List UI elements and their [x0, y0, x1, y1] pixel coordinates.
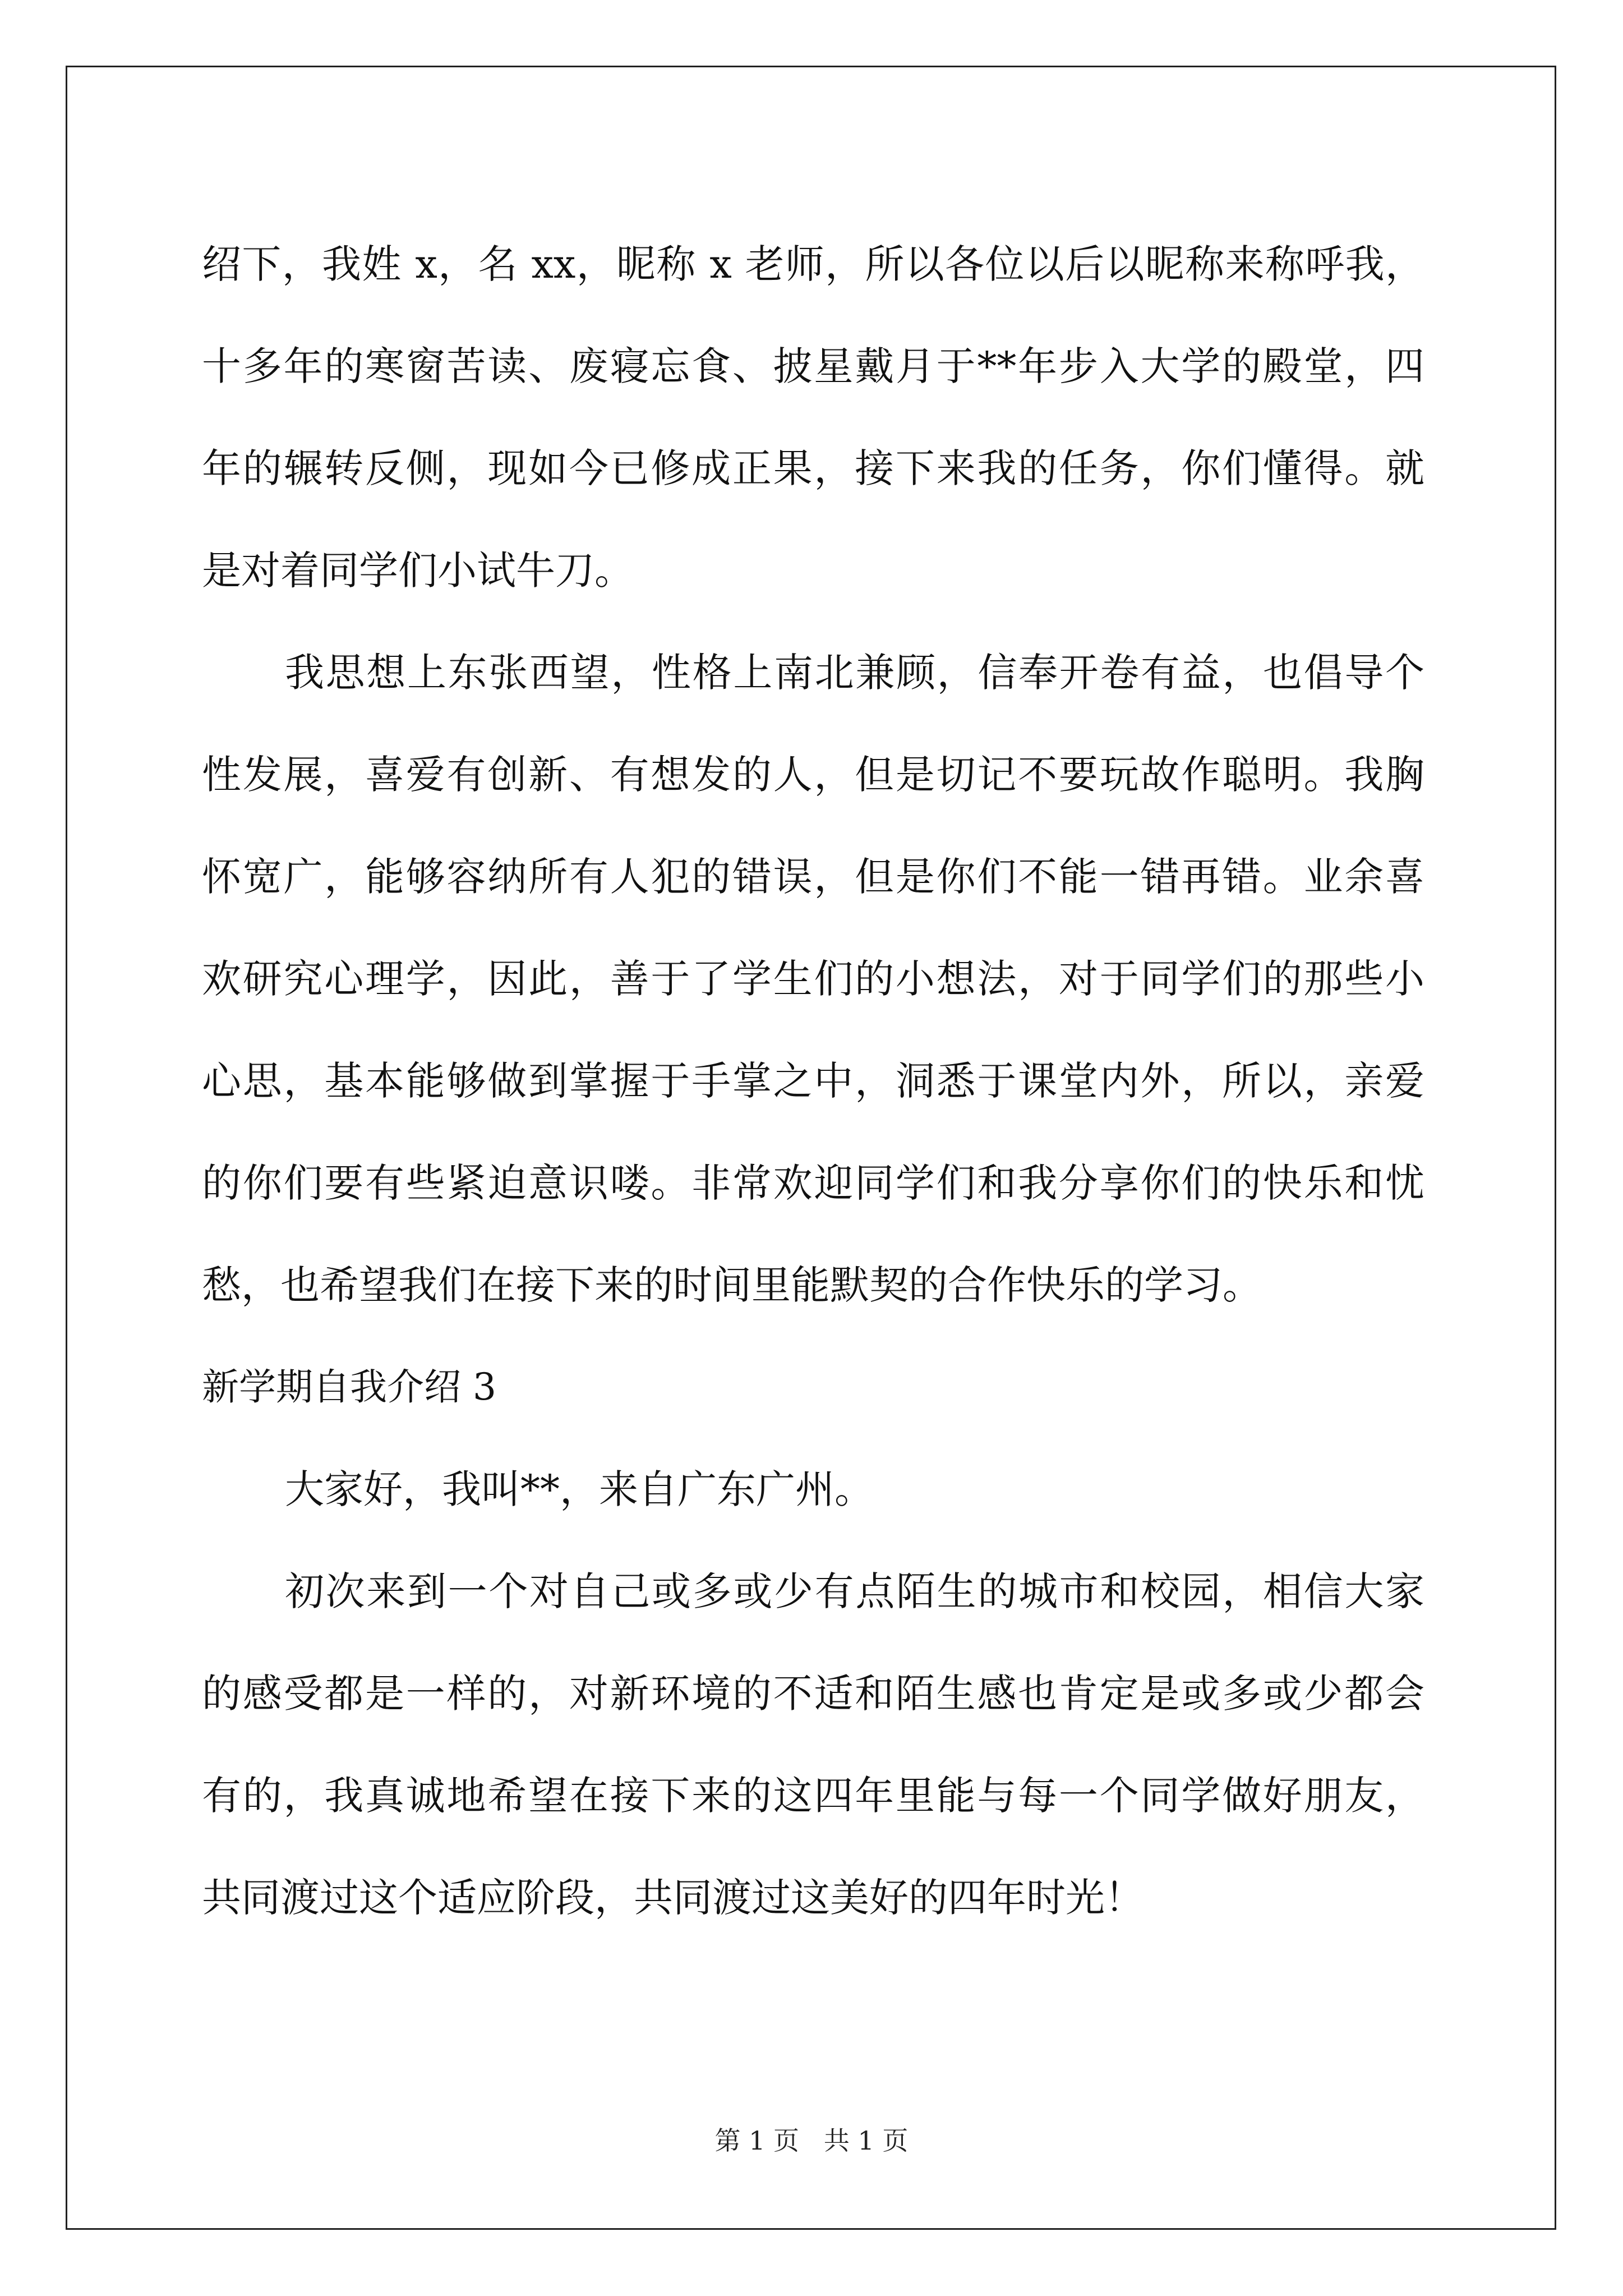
page-number: 第 1 页 共 1 页 — [714, 2125, 909, 2156]
text-line-17: 共同渡过这个适应阶段，共同渡过这美好的四年时光！ — [202, 1875, 1144, 1921]
section-heading: 新学期自我介绍 3 — [202, 1365, 496, 1409]
text-line-2: 十多年的寒窗苦读、废寝忘食、披星戴月于**年步入大学的殿堂，四 — [202, 343, 1424, 389]
text-line-10: 的你们要有些紧迫意识喽。非常欢迎同学们和我分享你们的快乐和忧 — [202, 1160, 1424, 1206]
text-line-14: 初次来到一个对自己或多或少有点陌生的城市和校园，相信大家 — [285, 1568, 1424, 1614]
text-line-4: 是对着同学们小试牛刀。 — [202, 547, 634, 593]
text-line-8: 欢研究心理学，因此，善于了学生们的小想法，对于同学们的那些小 — [202, 956, 1424, 1002]
text-line-9: 心思，基本能够做到掌握于手掌之中，洞悉于课堂内外，所以，亲爱 — [202, 1058, 1424, 1104]
text-line-7: 怀宽广，能够容纳所有人犯的错误，但是你们不能一错再错。业余喜 — [202, 854, 1424, 900]
text-line-11: 愁，也希望我们在接下来的时间里能默契的合作快乐的学习。 — [202, 1262, 1262, 1308]
page-footer — [0, 2124, 1623, 2157]
text-line-1: 绍下，我姓 x，名 xx，昵称 x 老师，所以各位以后以昵称来称呼我， — [202, 241, 1424, 287]
document-body — [202, 213, 1424, 1949]
text-line-13: 大家好，我叫**，来自广东广州。 — [285, 1466, 874, 1512]
text-line-15: 的感受都是一样的，对新环境的不适和陌生感也肯定是或多或少都会 — [202, 1671, 1424, 1717]
text-line-16: 有的，我真诚地希望在接下来的这四年里能与每一个同学做好朋友， — [202, 1773, 1424, 1819]
text-line-6: 性发展，喜爱有创新、有想发的人，但是切记不要玩故作聪明。我胸 — [202, 752, 1424, 798]
text-line-3: 年的辗转反侧，现如今已修成正果，接下来我的任务，你们懂得。就 — [202, 445, 1424, 491]
text-line-5: 我思想上东张西望，性格上南北兼顾，信奉开卷有益，也倡导个 — [285, 650, 1424, 696]
